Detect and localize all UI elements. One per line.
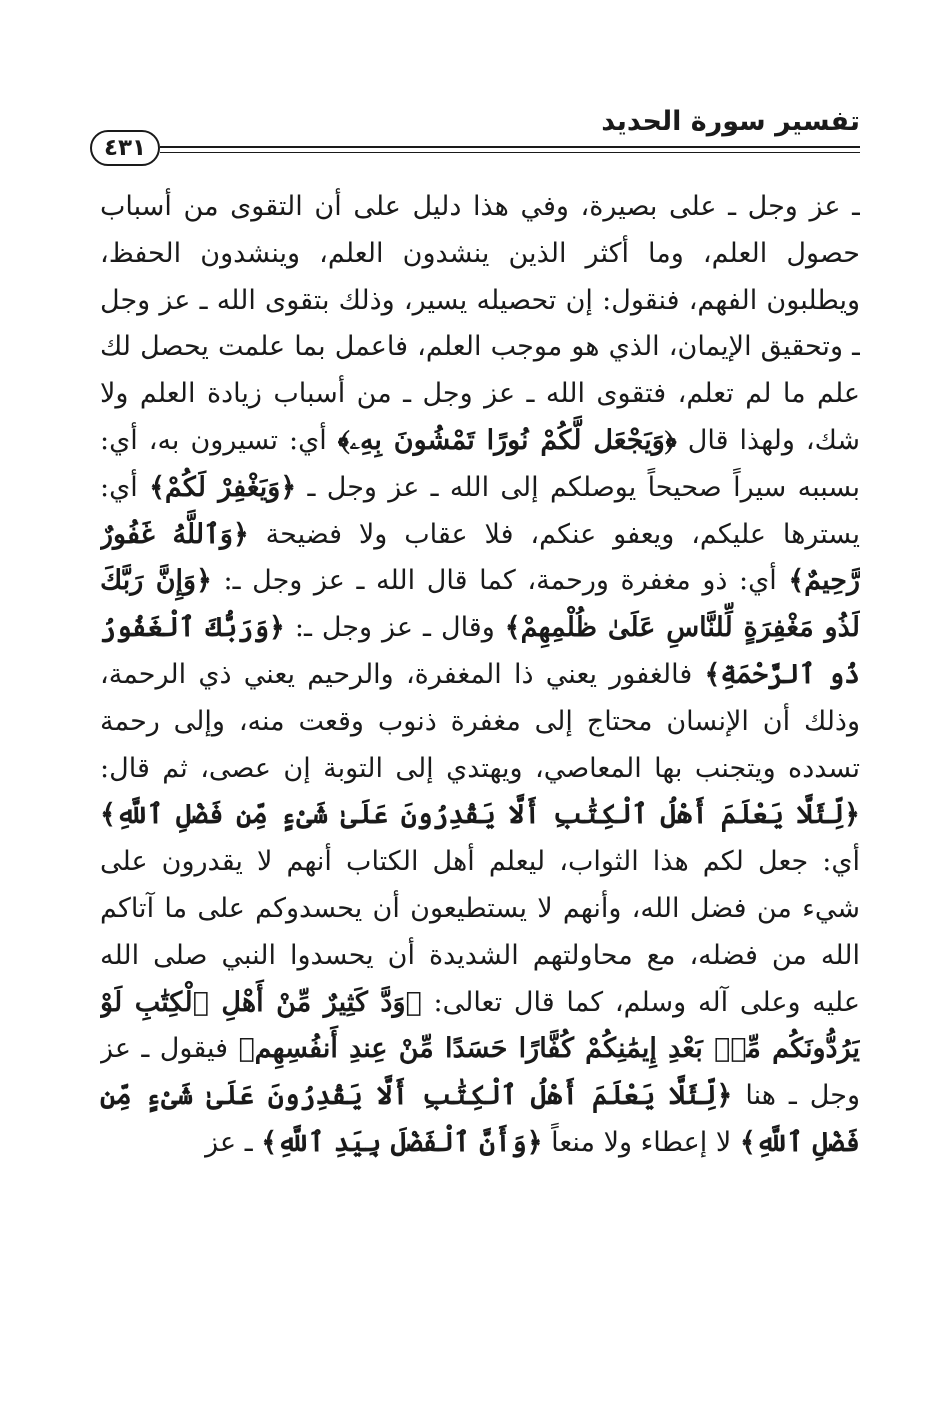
body-paragraph	[100, 184, 860, 1167]
quran-verse: ﴿وَرَبُّكَ ٱلْغَفُورُ ذُو ٱلرَّحْمَةِ﴾	[100, 612, 860, 690]
text-segment: فيقول ـ عز وجل ـ هنا	[100, 1033, 860, 1112]
page-header	[90, 100, 860, 180]
header-rule	[160, 146, 860, 148]
quran-verse: ﴿وَأَنَّ ٱلْفَضْلَ بِيَدِ ٱللَّهِ﴾	[261, 1126, 543, 1158]
text-segment: أي: جعل لكم هذا الثواب، ليعلم أهل الكتاب أنهم لا يقدرون على شيء من فضل الله، وأنهم لا يستطيعون أن يحسدوكم على ما آتاكم الله من فضله، مع محاولتهم الشديدة أن يحسدوا النبي صلى الله عليه وعلى آله وسلم، كما قال تعالى:	[100, 846, 860, 1018]
quran-verse: ﴿لِّئَلَّا يَعْلَمَ أَهْلُ ٱلْكِتَٰبِ أَلَّا يَقْدِرُونَ عَلَىٰ شَىْءٍ مِّن فَضْلِ ٱللَّهِ﴾	[100, 1080, 860, 1158]
quran-verse: ﴿وَإِنَّ رَبَّكَ لَذُو مَغْفِرَةٍ لِّلنَّاسِ عَلَىٰ ظُلْمِهِمْ﴾	[100, 565, 860, 644]
text-segment: أي: تسيرون به، أي: بسببه سيراً صحيحاً يوصلكم إلى الله ـ عز وجل ـ	[100, 424, 860, 503]
body-text	[100, 184, 860, 1314]
page-number: ٤٣١	[90, 130, 160, 166]
quran-verse: ﴿لِّئَلَّا يَعْلَمَ أَهْلُ ٱلْكِتَٰبِ أَلَّا يَقْدِرُونَ عَلَىٰ شَىْءٍ مِّن فَضْلِ ٱللَّهِ﴾	[100, 799, 860, 831]
text-segment: وقال ـ عز وجل ـ:	[284, 612, 505, 644]
text-segment: ـ عز	[205, 1126, 262, 1158]
quran-verse: ﴿وَيَجْعَل لَّكُمْ نُورًا تَمْشُونَ بِهِۦ﴾	[337, 424, 677, 456]
quran-verse: ﴿وَيَغْفِرْ لَكُمْ﴾	[149, 471, 297, 503]
quran-verse: ﴿وَٱللَّهُ غَفُورٌ رَّحِيمٌ﴾	[100, 518, 860, 597]
header-rule	[160, 152, 860, 153]
text-segment: فالغفور يعني ذا المغفرة، والرحيم يعني ذي الرحمة، وذلك أن الإنسان محتاج إلى مغفرة ذنوب وقعت منه، وإلى رحمة تسدده ويتجنب بها المعاصي، ويهتدي إلى التوبة إن عصى، ثم قال:	[100, 658, 860, 784]
text-segment: لا إعطاء ولا منعاً	[542, 1126, 740, 1158]
running-title: تفسير سورة الحديد	[601, 106, 860, 137]
text-segment: أي: ذو مغفرة ورحمة، كما قال الله ـ عز وجل ـ:	[211, 565, 789, 597]
text-segment: ـ عز وجل ـ على بصيرة، وفي هذا دليل على أن التقوى من أسباب حصول العلم، وما أكثر الذين ينشدون العلم، وينشدون الحفظ، ويطلبون الفهم، فنقول: إن تحصيله يسير، وذلك بتقوى الله ـ عز وجل ـ وتحقيق الإيمان، الذي هو موجب العلم، فاعمل بما علمت يحصل لك علم ما لم تعلم، فتقوى الله ـ عز وجل ـ من أسباب زيادة العلم ولا شك، ولهذا قال	[100, 191, 860, 456]
text-segment: أي: يسترها عليكم، ويعفو عنكم، فلا عقاب ولا فضيحة	[100, 471, 860, 550]
quran-verse: ﴿وَدَّ كَثِيرٌ مِّنْ أَهْلِ ٱلْكِتَٰبِ لَوْ يَرُدُّونَكُم مِّنۢ بَعْدِ إِيمَٰنِكُمْ كُفَّارًا حَسَدًا مِّنْ عِندِ أَنفُسِهِم﴾	[100, 986, 860, 1065]
